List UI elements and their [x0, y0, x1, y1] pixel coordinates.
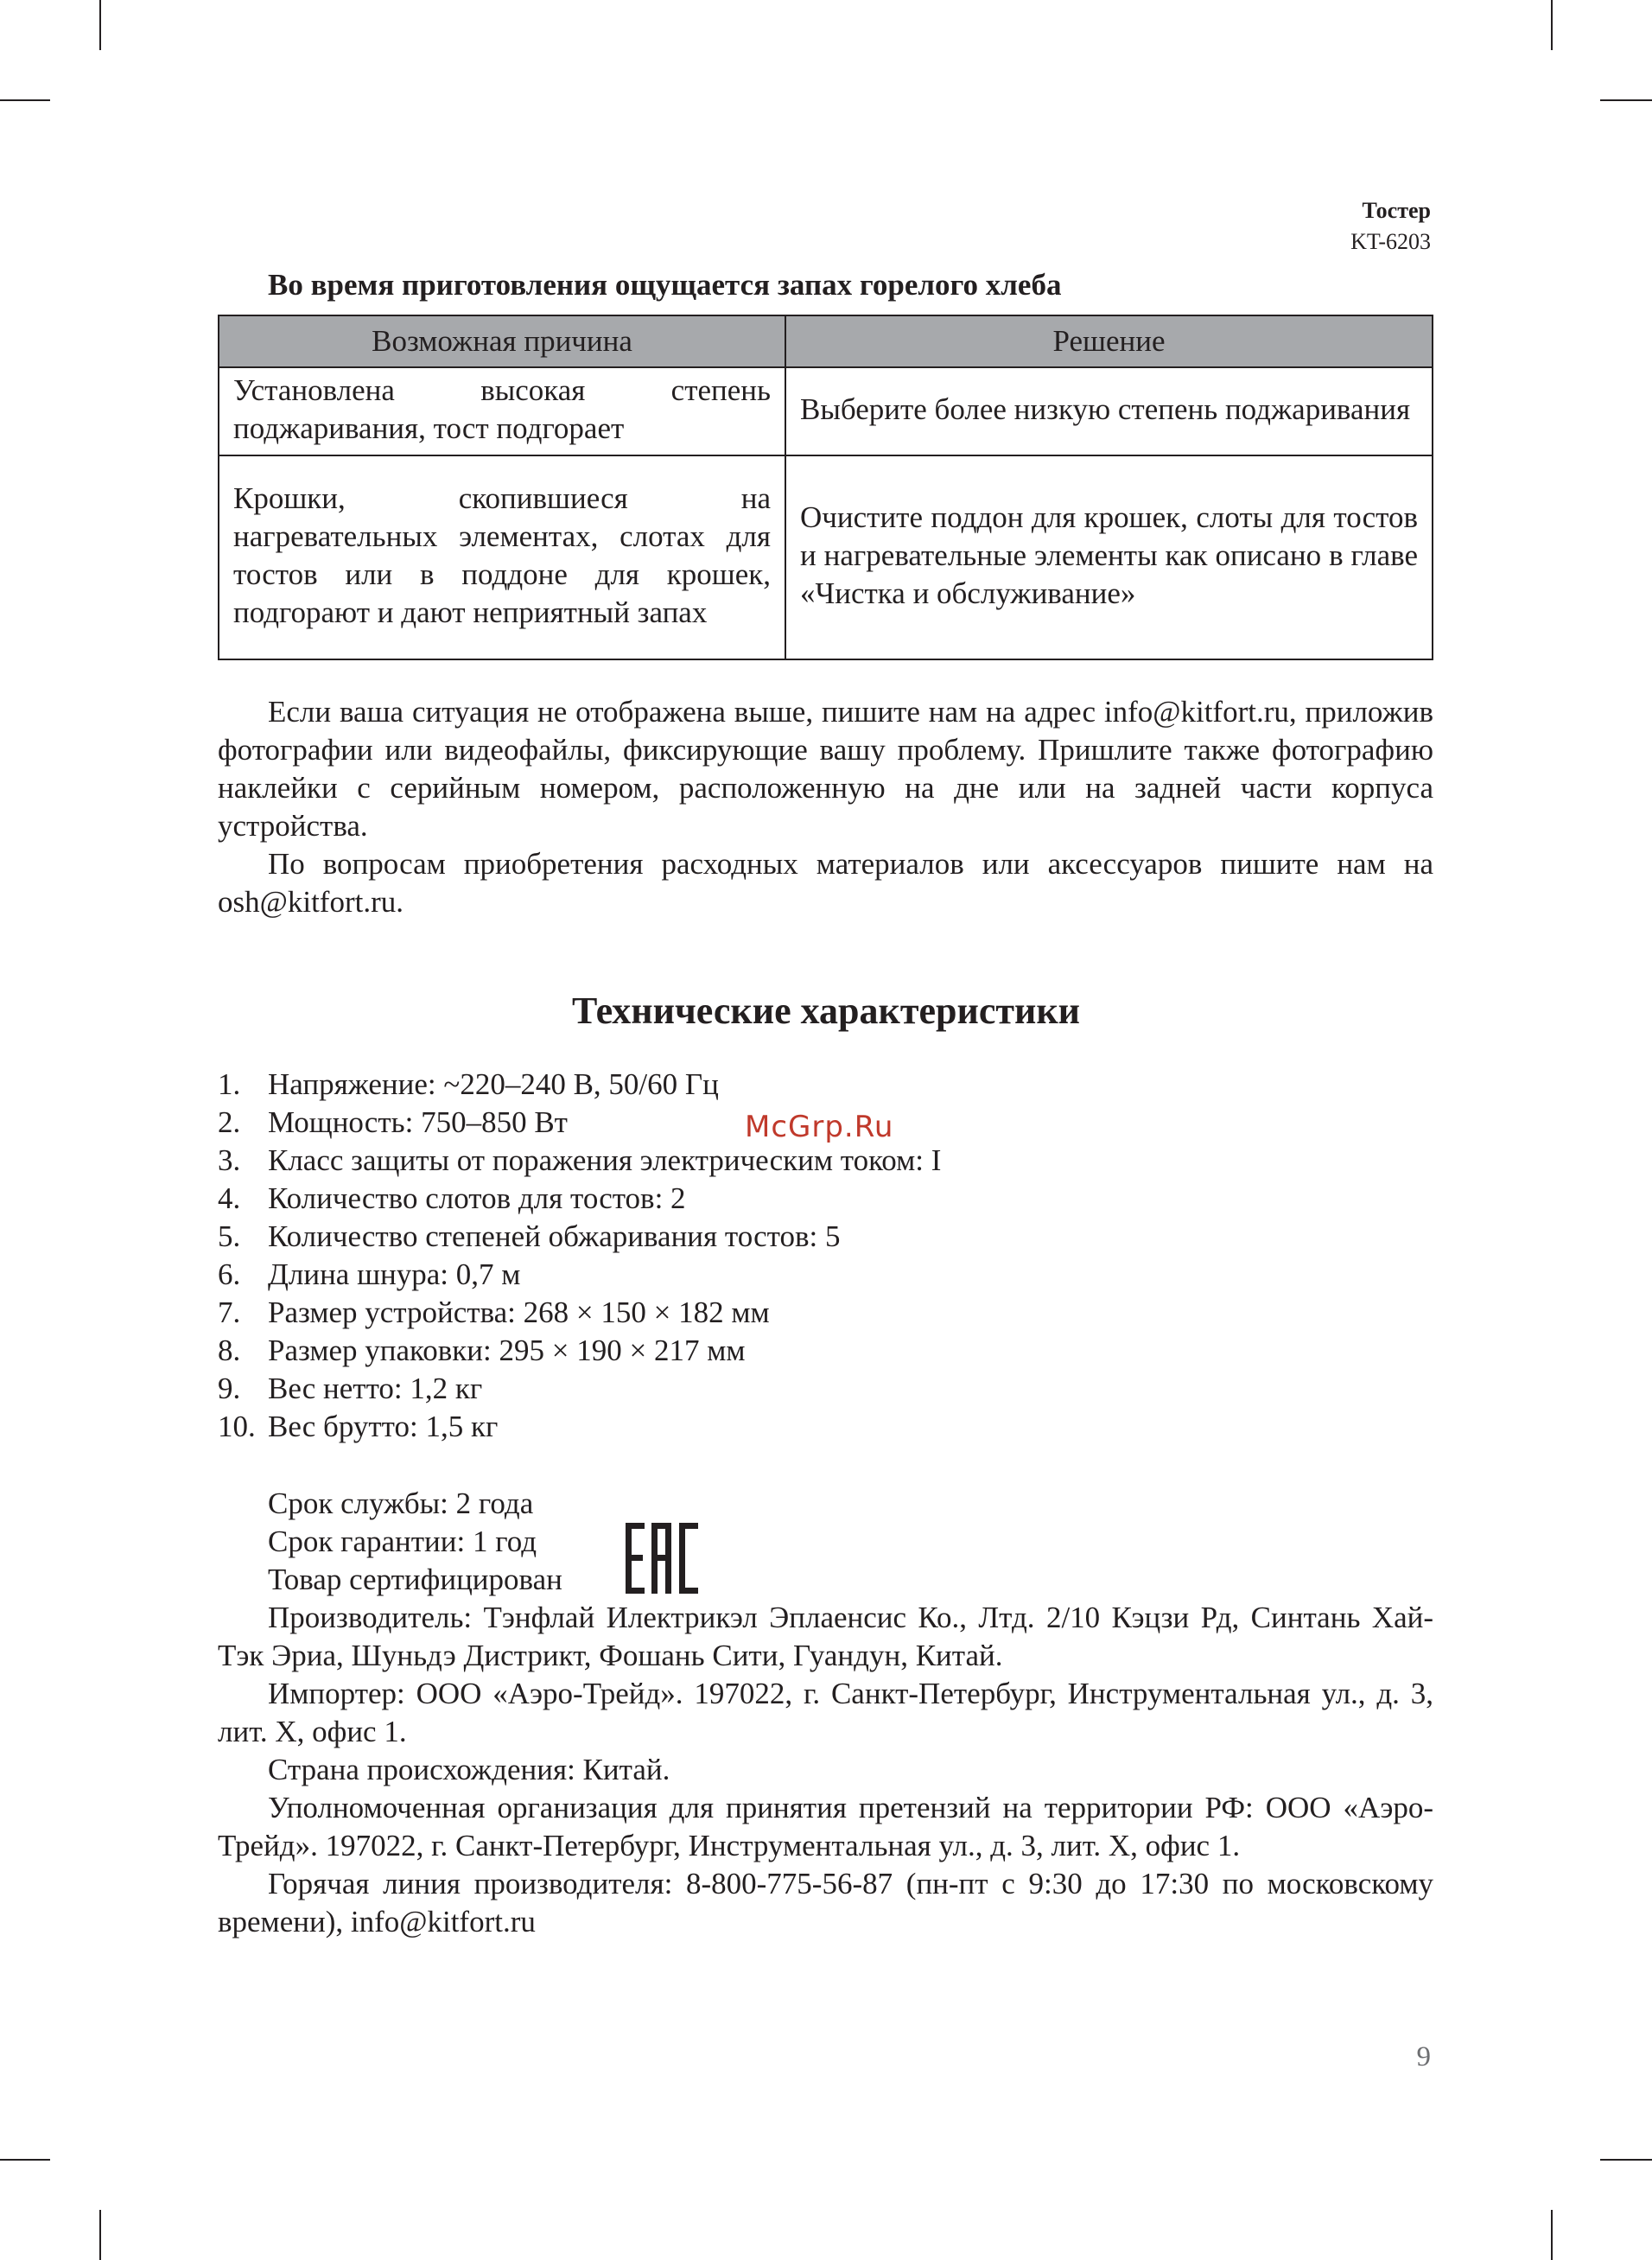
item-number: 8.	[218, 1334, 241, 1367]
solution-cell: Очистите поддон для крошек, слоты для тостов и нагревательные элементы как описано в главе «Чистка и обслуживание»	[785, 455, 1433, 659]
info-block	[268, 1485, 562, 1599]
list-item	[218, 1408, 941, 1446]
item-number: 7.	[218, 1296, 241, 1329]
list-item	[218, 1218, 941, 1256]
crop-mark-bottom-right-v	[1551, 2210, 1553, 2260]
item-number: 10.	[218, 1410, 256, 1443]
item-text: Количество степеней обжаривания тостов: 5	[268, 1219, 841, 1253]
legal-block	[218, 1599, 1433, 1941]
accessories-paragraph: По вопросам приобретения расходных материалов или аксессуаров пишите нам на osh@kitfort.ru.	[218, 847, 1433, 919]
item-number: 3.	[218, 1143, 241, 1177]
item-text: Количество слотов для тостов: 2	[268, 1181, 686, 1215]
eac-mark-icon	[626, 1523, 698, 1594]
list-item	[218, 1370, 941, 1408]
item-text: Мощность: 750–850 Вт	[268, 1105, 568, 1139]
item-number: 6.	[218, 1257, 241, 1291]
item-text: Вес брутто: 1,5 кг	[268, 1410, 499, 1443]
header-product: Тостер	[1362, 198, 1431, 223]
solution-cell: Выберите более низкую степень поджаривания	[785, 367, 1433, 455]
item-text: Класс защиты от поражения электрическим током: I	[268, 1143, 942, 1177]
crop-mark-top-left-h	[0, 99, 50, 101]
crop-mark-top-right-h	[1600, 99, 1652, 101]
manufacturer-paragraph: Производитель: Тэнфлай Илектрикэл Эплаенсис Ко., Лтд. 2/10 Кэцзи Рд, Синтань Хай-Тэк Эриа, Шуньдэ Дистрикт, Фошань Сити, Гуандун, Китай.	[218, 1601, 1433, 1672]
service-life: Срок службы: 2 года	[268, 1487, 534, 1520]
watermark-link[interactable]: McGrp.Ru	[745, 1110, 894, 1144]
crop-mark-bottom-left-v	[99, 2210, 101, 2260]
specs-title: Технические характеристики	[571, 990, 1081, 1032]
list-item	[218, 1142, 941, 1180]
table-row	[219, 455, 1433, 659]
crop-mark-top-left-v	[99, 0, 101, 50]
trouble-title: Во время приготовления ощущается запах горелого хлеба	[268, 268, 1062, 302]
list-item	[218, 1294, 941, 1332]
list-item	[218, 1066, 941, 1104]
item-text: Размер устройства: 268 × 150 × 182 мм	[268, 1296, 770, 1329]
crop-mark-top-right-v	[1551, 0, 1553, 50]
importer-paragraph: Импортер: ООО «Аэро-Трейд». 197022, г. Санкт-Петербург, Инструментальная ул., д. 3, лит. Х, офис 1.	[218, 1677, 1433, 1748]
authorized-paragraph: Уполномоченная организация для принятия претензий на территории РФ: ООО «Аэро-Трейд». 197022, г. Санкт-Петербург, Инструментальная ул., д. 3, лит. Х, офис 1.	[218, 1791, 1433, 1862]
header-cause: Возможная причина	[219, 315, 785, 367]
certified: Товар сертифицирован	[268, 1563, 562, 1596]
origin-paragraph: Страна происхождения: Китай.	[268, 1753, 670, 1786]
running-header	[1350, 195, 1431, 258]
list-item	[218, 1332, 941, 1370]
item-number: 5.	[218, 1219, 241, 1253]
item-text: Напряжение: ~220–240 В, 50/60 Гц	[268, 1067, 719, 1101]
header-solution: Решение	[785, 315, 1433, 367]
table-row	[219, 367, 1433, 455]
contact-paragraph: Если ваша ситуация не отображена выше, пишите нам на адрес info@kitfort.ru, приложив фотографии или видеофайлы, фиксирующие вашу проблему. Пришлите также фотографию наклейки с серийным номером, расположенную на дне или на задней части корпуса устройства.	[218, 695, 1433, 843]
crop-mark-bottom-left-h	[0, 2159, 50, 2161]
item-number: 4.	[218, 1181, 241, 1215]
item-text: Длина шнура: 0,7 м	[268, 1257, 521, 1291]
warranty: Срок гарантии: 1 год	[268, 1525, 537, 1558]
page-number: 9	[1416, 2041, 1431, 2072]
item-number: 9.	[218, 1372, 241, 1405]
table-header-row	[219, 315, 1433, 367]
item-text: Вес нетто: 1,2 кг	[268, 1372, 483, 1405]
header-model: KT-6203	[1350, 229, 1431, 254]
cause-cell: Крошки, скопившиеся на нагревательных элементах, слотах для тостов или в поддоне для крошек, подгорают и дают неприятный запах	[219, 455, 785, 659]
contact-block	[218, 693, 1433, 921]
list-item	[218, 1180, 941, 1218]
crop-mark-bottom-right-h	[1600, 2159, 1652, 2161]
cause-cell: Установлена высокая степень поджаривания, тост подгорает	[219, 367, 785, 455]
list-item	[218, 1256, 941, 1294]
item-number: 1.	[218, 1067, 241, 1101]
item-text: Размер упаковки: 295 × 190 × 217 мм	[268, 1334, 746, 1367]
troubleshooting-table	[218, 315, 1433, 660]
item-number: 2.	[218, 1105, 241, 1139]
hotline-paragraph: Горячая линия производителя: 8-800-775-56-87 (пн-пт с 9:30 до 17:30 по московскому времени), info@kitfort.ru	[218, 1867, 1433, 1939]
